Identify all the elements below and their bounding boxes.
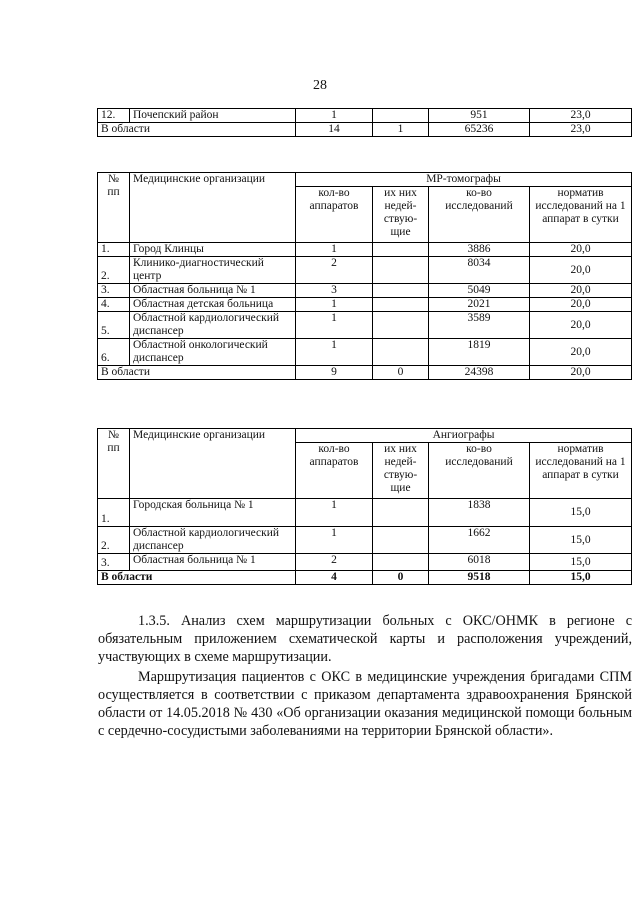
table-continuation — [97, 108, 632, 137]
org-name: Областная больница № 1 — [130, 554, 296, 571]
paragraph-section-title: 1.3.5. Анализ схем маршрутизации больных с ОКС/ОНМК в регионе с обязательным приложением схематической карты и расположения учреждений, участвующих в схеме маршрутизации. — [98, 613, 632, 665]
org-name: Областная больница № 1 — [130, 284, 296, 298]
table-header-row — [98, 173, 632, 187]
norm-value: 15,0 — [530, 571, 632, 585]
body-text — [98, 612, 632, 740]
header-studies: ко-во исследований — [429, 187, 530, 243]
norm-value: 20,0 — [530, 243, 632, 257]
total-label: В области — [98, 123, 296, 137]
devices-count: 1 — [296, 499, 373, 527]
page-number: 28 — [313, 78, 327, 93]
table-row-total — [98, 123, 632, 137]
header-org: Медицинские организации — [130, 173, 296, 243]
broken-count — [373, 554, 429, 571]
table-row — [98, 284, 632, 298]
header-group: Ангиографы — [296, 429, 632, 443]
broken-count — [373, 109, 429, 123]
studies-count: 24398 — [429, 366, 530, 380]
header-broken: их них недей-ствую-щие — [373, 187, 429, 243]
studies-count: 6018 — [429, 554, 530, 571]
table-row-total — [98, 366, 632, 380]
broken-count: 0 — [373, 571, 429, 585]
norm-value: 20,0 — [530, 339, 632, 366]
broken-count: 0 — [373, 366, 429, 380]
norm-value: 15,0 — [530, 527, 632, 554]
header-devices: кол-во аппаратов — [296, 187, 373, 243]
org-name: Почепский район — [130, 109, 296, 123]
broken-count — [373, 339, 429, 366]
studies-count: 1819 — [429, 339, 530, 366]
devices-count: 2 — [296, 554, 373, 571]
table-header-row — [98, 429, 632, 443]
broken-count — [373, 298, 429, 312]
header-norm: норматив исследований на 1 аппарат в сутки — [530, 443, 632, 499]
norm-value: 23,0 — [530, 109, 632, 123]
row-number: 6. — [98, 339, 130, 366]
org-name: Город Клинцы — [130, 243, 296, 257]
row-number: 3. — [98, 284, 130, 298]
studies-count: 8034 — [429, 257, 530, 284]
table-row — [98, 298, 632, 312]
header-devices: кол-во аппаратов — [296, 443, 373, 499]
org-name: Областной кардиологический диспансер — [130, 312, 296, 339]
header-num: № пп — [98, 173, 130, 243]
broken-count — [373, 284, 429, 298]
header-broken: их них недей-ствую-щие — [373, 443, 429, 499]
studies-count: 951 — [429, 109, 530, 123]
row-number: 12. — [98, 109, 130, 123]
devices-count: 1 — [296, 243, 373, 257]
norm-value: 20,0 — [530, 284, 632, 298]
devices-count: 1 — [296, 312, 373, 339]
broken-count — [373, 499, 429, 527]
org-name: Областная детская больница — [130, 298, 296, 312]
row-number: 5. — [98, 312, 130, 339]
devices-count: 1 — [296, 527, 373, 554]
devices-count: 9 — [296, 366, 373, 380]
studies-count: 2021 — [429, 298, 530, 312]
norm-value: 20,0 — [530, 257, 632, 284]
row-number: 3. — [98, 554, 130, 571]
header-norm: норматив исследований на 1 аппарат в сутки — [530, 187, 632, 243]
row-number: 1. — [98, 499, 130, 527]
org-name: Клинико-диагностический центр — [130, 257, 296, 284]
table-row — [98, 257, 632, 284]
devices-count: 2 — [296, 257, 373, 284]
norm-value: 23,0 — [530, 123, 632, 137]
devices-count: 1 — [296, 109, 373, 123]
header-studies: ко-во исследований — [429, 443, 530, 499]
total-label: В области — [98, 571, 296, 585]
broken-count — [373, 527, 429, 554]
studies-count: 3886 — [429, 243, 530, 257]
table-row — [98, 339, 632, 366]
broken-count — [373, 312, 429, 339]
paragraph-routing: Маршрутизация пациентов с ОКС в медицинские учреждения бригадами СПМ осуществляется в соответствии с приказом департамента здравоохранения Брянской области от 14.05.2018 № 430 «Об организации оказания медицинской помощи больным с сердечно-сосудистыми заболеваниями на территории Брянской области». — [98, 669, 632, 739]
devices-count: 1 — [296, 339, 373, 366]
broken-count: 1 — [373, 123, 429, 137]
studies-count: 65236 — [429, 123, 530, 137]
studies-count: 3589 — [429, 312, 530, 339]
table-row — [98, 527, 632, 554]
norm-value: 15,0 — [530, 499, 632, 527]
org-name: Областной онкологический диспансер — [130, 339, 296, 366]
broken-count — [373, 257, 429, 284]
row-number: 2. — [98, 527, 130, 554]
studies-count: 1662 — [429, 527, 530, 554]
row-number: 1. — [98, 243, 130, 257]
table-row — [98, 109, 632, 123]
table-mri — [97, 172, 632, 380]
devices-count: 3 — [296, 284, 373, 298]
studies-count: 9518 — [429, 571, 530, 585]
table-row — [98, 312, 632, 339]
header-org: Медицинские организации — [130, 429, 296, 499]
devices-count: 1 — [296, 298, 373, 312]
norm-value: 20,0 — [530, 312, 632, 339]
table-row — [98, 554, 632, 571]
table-row — [98, 243, 632, 257]
header-num: № пп — [98, 429, 130, 499]
studies-count: 1838 — [429, 499, 530, 527]
norm-value: 20,0 — [530, 366, 632, 380]
devices-count: 4 — [296, 571, 373, 585]
devices-count: 14 — [296, 123, 373, 137]
table-angio — [97, 428, 632, 585]
studies-count: 5049 — [429, 284, 530, 298]
org-name: Городская больница № 1 — [130, 499, 296, 527]
norm-value: 15,0 — [530, 554, 632, 571]
table-row — [98, 499, 632, 527]
norm-value: 20,0 — [530, 298, 632, 312]
table-row-total — [98, 571, 632, 585]
broken-count — [373, 243, 429, 257]
row-number: 2. — [98, 257, 130, 284]
org-name: Областной кардиологический диспансер — [130, 527, 296, 554]
total-label: В области — [98, 366, 296, 380]
header-group: МР-томографы — [296, 173, 632, 187]
row-number: 4. — [98, 298, 130, 312]
